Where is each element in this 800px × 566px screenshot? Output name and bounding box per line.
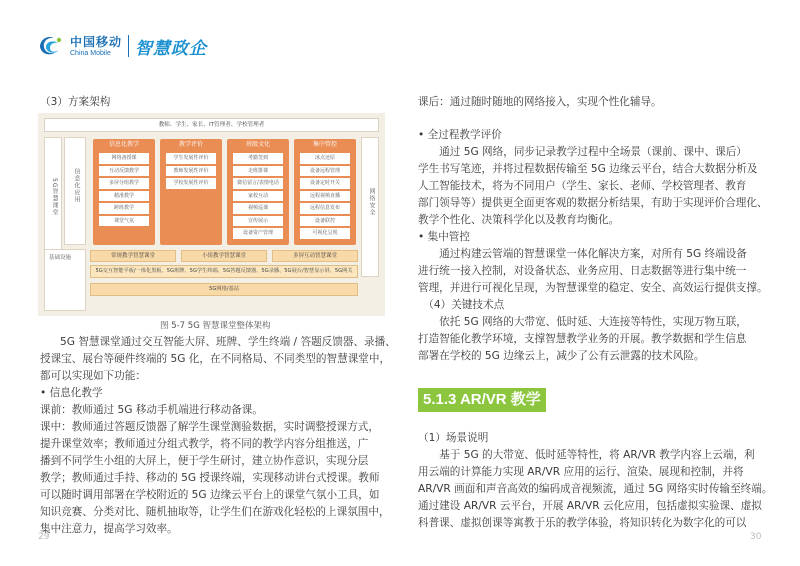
body-line: 教学；教师通过手持、移动的 5G 授课终端，实现移动讲台式授课。教师 [40,472,380,484]
column-title: 集中管控 [312,141,337,148]
figure-inner-label-box [64,137,86,245]
column-item: 走班排课 [233,166,283,177]
bullet-heading: • 信息化教学 [40,387,103,399]
logo-english-name: China Mobile [70,49,111,57]
figure-security-box [361,137,379,277]
figure-foundation-label: 基础设施 [49,255,72,261]
figure-column-class-culture [227,139,289,245]
column-item: 设备远程管理 [300,166,350,177]
column-item: 学校发展性评价 [166,178,216,189]
bullet-heading: • 全过程教学评价 [418,129,502,141]
body-line: 5G 智慧课堂通过交互智能大屏、班牌、学生终端 / 答题反馈器、录播、 [60,336,396,348]
body-line: 都可以实现如下功能： [40,370,146,382]
body-line: 通过构建云管端的智慧课堂一体化解决方案，对所有 5G 终端设备 [418,248,747,260]
body-line: 基于 5G 的大带宽、低时延等特性，将 AR/VR 教学内容上云端，利 [418,449,755,461]
body-line: 课前：教师通过 5G 移动手机端进行移动备课。 [40,404,263,416]
figure-inner-label: 信息化应用 [73,168,80,203]
column-item: 考勤签到 [233,153,283,164]
column-item: 设备定时开关 [300,178,350,189]
subsection-heading: （4）关键技术点 [418,299,505,311]
figure-column-central-control [294,139,356,245]
column-item: 课堂气氛 [99,216,149,227]
column-item: 教师发展性评价 [166,166,216,177]
body-line: 用云端的计算能力实现 AR/VR 应用的运行、渲染、展现和控制，并将 [418,466,744,478]
architecture-figure [38,113,385,316]
figure-classroom-type: 小组教学智慧课堂 [181,250,267,262]
column-title: 信息化教学 [108,141,139,148]
figure-caption: 图 5-7 5G 智慧课堂整体架构 [160,321,271,331]
body-line: 授课宝、展台等硬件终端的 5G 化，在不同格局、不同类型的智慧课堂中， [40,353,391,365]
body-line: 课中：教师通过答题反馈器了解学生课堂测验数据，实时调整授课方式， [40,421,379,433]
figure-outer-label: 5G智慧课堂 [51,178,58,217]
body-line: 集中注意力，提高学习效率。 [40,523,178,535]
column-item: 宣传展示 [233,216,283,227]
column-title: 教学评价 [178,141,203,148]
column-item: 设备资产管理 [233,228,283,239]
body-line: 科普课、虚拟创课等寓教于乐的教学体验，将知识转化为数字化的可以 [418,517,747,529]
figure-column-teaching [93,139,155,245]
brand-title: 智慧政企 [135,38,208,59]
figure-security-label: 网络安全 [368,188,375,216]
figure-network-bar: 5G网络/基站 [90,283,358,296]
body-line: 教学个性化、决策科学化以及教育均衡化。 [418,214,620,226]
body-line: 管理，并进行可视化呈现，为智慧课堂的稳定、安全、高效运行提供支撑。 [418,282,768,294]
column-item: 网络备授课 [99,153,149,164]
section-heading-architecture: （3）方案架构 [40,96,111,108]
column-item: 家校互动 [233,191,283,202]
logo-chinese-name: 中国移动 [70,34,123,49]
body-line: 打造智能化教学环境，支撑智慧教学业务的开展。教学数据和学生信息 [418,333,747,345]
company-logo [36,30,207,62]
body-line: 部门领导等）提供更全面更客观的数据分析结果，有助于实现评价合理化、 [418,197,768,209]
body-line: AR/VR 画面和声音高效的编码成音视频流，通过 5G 网络实时传输至终端。 [418,483,773,495]
section-title-arvr: 5.1.3 AR/VR 教学 [418,388,546,412]
figure-column-evaluation [160,139,222,245]
body-line: 提升课堂效率；教师通过分组式教学，将不同的教学内容分组推送，广 [40,438,369,450]
body-line: 部署在学校的 5G 边缘云上，减少了公有云泄露的技术风险。 [418,350,705,362]
subsection-heading: （1）场景说明 [418,432,489,444]
column-title: 班级文化 [245,141,270,148]
page-number-right: 30 [750,532,762,542]
bullet-heading: • 集中管控 [418,231,470,243]
body-line: 依托 5G 网络的大带宽、低时延、大连接等特性，实现万物互联， [418,316,747,328]
figure-classroom-type: 多屏互动智慧课堂 [272,250,358,262]
column-item: 跨班教学 [99,203,149,214]
column-item: 精准教学 [99,191,149,202]
logo-divider [128,35,129,57]
figure-terminals-bar: 5G交互智能平板/一体化黑板、5G班牌、5G学生终端、5G答题反馈器、5G录播、5G展台/智慧显示屏、5G网关 [90,265,358,278]
figure-foundation-box [44,249,86,311]
column-item: 远程视频直播 [300,191,350,202]
body-line: 知识竞赛、分类对比、随机抽取等，让学生们在游戏化轻松的上课氛围中， [40,506,390,518]
column-item: 设备联控 [300,216,350,227]
column-item: 多屏分组教学 [99,178,149,189]
column-item: 学生发展性评价 [166,153,216,164]
column-item: 互动反馈教学 [99,166,149,177]
body-line: 人工智能技术，将为不同用户（学生、家长、老师、学校管理者、教育 [418,180,747,192]
china-mobile-logo-icon [36,31,66,61]
figure-classroom-type: 常规教学智慧课堂 [90,250,176,262]
body-line: 课后：通过随时随地的网络接入，实现个性化辅导。 [418,96,662,108]
body-line: 可以随时调用部署在学校附近的 5G 边缘云平台上的课堂气氛小工具，如 [40,489,380,501]
figure-users-bar: 教师、学生、家长、IT管理者、学校管理者 [44,118,379,132]
body-line: 学生书写笔迹，并将过程数据传输至 5G 边缘云平台，结合大数据分析及 [418,163,758,175]
page-number-left: 29 [38,532,50,542]
body-line: 进行统一接入控制，对设备状态、业务应用、日志数据等进行集中统一 [418,265,747,277]
column-item: 微信留言/表情电话 [233,178,283,189]
body-line: 通过 5G 网络，同步记录教学过程中全场景（课前、课中、课后） [418,146,747,158]
column-item: 远程信息发布 [300,203,350,214]
body-line: 播到不同学生小组的大屏上，便于学生研讨，建立协作意识，实现分层 [40,455,369,467]
column-item: 冰点还原 [300,153,350,164]
column-item: 视频巡课 [233,203,283,214]
column-item: 可视化呈现 [300,228,350,239]
body-line: 通过建设 AR/VR 云平台，开展 AR/VR 云化应用，包括虚拟实验课、虚拟 [418,500,762,512]
